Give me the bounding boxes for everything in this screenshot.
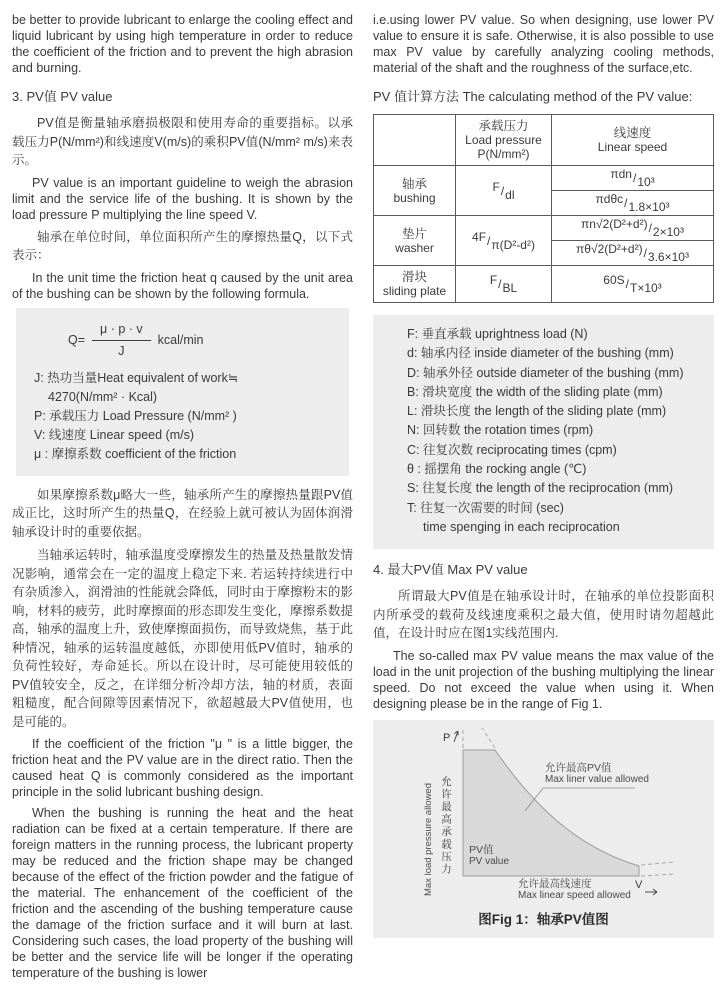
q-formula	[68, 320, 335, 361]
paragraph: The so-called max PV value means the max value of the load in the unit projection of the bushing multiplying the linear speed. Do not exceed the value when using it. When designing please be in the range of Fig 1.	[373, 648, 714, 711]
table-row-bushing-name	[374, 166, 456, 216]
left-column	[12, 12, 353, 986]
q-formula-unit: kcal/min	[157, 332, 204, 347]
header-linear-speed-zh: 线速度	[613, 126, 652, 140]
v-axis-arrow-icon	[645, 889, 657, 895]
paragraph: If the coefficient of the friction "μ " is a little bigger, the friction heat and the PV value are in the direct ratio. Then the caused heat Q is commonly considered as the important principle in the solid lubricant bushing design.	[12, 737, 353, 799]
q-formula-denominator: J	[118, 343, 125, 358]
q-formula-box	[16, 308, 349, 476]
formula-def-p: P: 承载压力 Load Pressure (N/mm² )	[34, 408, 237, 423]
formula-def-j: J: 热功当量Heat equivalent of work≒	[34, 370, 239, 385]
formula-part: 3.6×10³	[647, 250, 689, 264]
paragraph: 所谓最大PV值是在轴承设计时，在轴承的单位投影面积内所承受的载荷及线速度乘积之最大值，使用时请勿超越此值，在设计时应在图1实线范围内.	[373, 589, 714, 641]
row-bushing-en: bushing	[393, 190, 436, 205]
p-axis-arrow-icon	[454, 731, 458, 742]
paragraph: PV值是衡量轴承磨损极限和使用寿命的重要指标。以承载压力P(N/mm²)和线速度V(m/s)的乘积PV值(N/mm² m/s)来表示。	[12, 116, 353, 167]
max-speed-label	[518, 878, 631, 902]
table-row-bushing-speed	[552, 166, 714, 216]
definition-line: N: 回转数 the rotation times (rpm)	[407, 423, 594, 438]
table-row-bushing-pressure: F/dl	[456, 166, 552, 216]
section-heading-4: 4. 最大PV值 Max PV value	[373, 562, 528, 578]
max-speed-label-zh: 允许最高线速度	[518, 877, 592, 890]
q-formula-numerator: μ · p · v	[92, 320, 151, 341]
max-pv-label	[545, 762, 649, 786]
table-heading: PV 值计算方法 The calculating method of the PV value:	[373, 89, 693, 104]
definition-line: d: 轴承内径 inside diameter of the bushing (mm)	[407, 346, 674, 361]
speed-formula: πdθc/1.8×10³	[595, 192, 670, 214]
pv-calculation-table	[373, 114, 714, 303]
paragraph: 轴承在单位时间，单位面积所产生的摩擦热量Q，以下式表示：	[12, 229, 353, 262]
pv-chart	[373, 726, 715, 904]
speed-formula: πθ√2(D²+d²)/3.6×10³	[576, 242, 689, 264]
header-load-pressure-unit: P(N/mm²)	[477, 147, 530, 161]
dashed-curve-extension-right	[641, 862, 675, 865]
p-axis-label: P	[443, 731, 451, 744]
q-formula-lhs: Q=	[68, 332, 86, 347]
formula-part: πdθc	[595, 192, 624, 206]
row-washer-zh: 垫片	[401, 226, 427, 241]
v-axis-label: V	[635, 878, 643, 891]
paragraph: 当轴承运转时，轴承温度受摩擦发生的热量及热量散发情况影响，通常会在一定的温度上稳定下来. 若运转持续进行中有杂质渗入，润滑油的性能就会降低，同时由于摩擦粉末的影响，材料的疲劳，此时摩擦面的形态即发生变化，摩擦系数提高，轴承的温度上升，致使摩擦面损伤，而导致烧焦，基于此种情况，轴承的运转温度越低，亦即使用低PV值时，轴承的负荷性较好，寿命延长。所以在设计时，尽可能使用较低的PV值较安全，反之，在详细分析冷却方法，轴的材质，表面粗糙度，配合间隙等因素情况下，欲超越最大PV值使用，也是可能的。	[12, 548, 353, 729]
row-sliding-plate-en: sliding plate	[382, 284, 447, 298]
formula-part: F	[489, 273, 498, 287]
paragraph: be better to provide lubricant to enlarge the cooling effect and liquid lubricant by using high temperature in order to reduce the coefficient of the friction and to prevent the high abrasion and burning.	[12, 13, 353, 75]
formula-part: 4F	[472, 229, 487, 244]
table-header-empty	[374, 115, 456, 166]
header-linear-speed-en: Linear speed	[597, 140, 668, 154]
formula-part: F	[492, 179, 500, 194]
figure-box	[373, 720, 714, 938]
definition-line: L: 滑块长度 the length of the sliding plate (mm)	[407, 404, 667, 419]
header-load-pressure-en: Load pressure	[465, 133, 542, 147]
pv-value-label-zh: PV值	[469, 843, 494, 856]
pv-value-label	[469, 844, 509, 868]
table-header-linear-speed	[552, 115, 714, 166]
paragraph: i.e.using lower PV value. So when designing, use lower PV value to ensure it is safe. Otherwise, it is also possible to use max PV value by carefully analyzing cooling methods, material of the shaft and the roughness of the surface,etc.	[373, 13, 714, 75]
dashed-curve-extension-top	[482, 728, 495, 748]
formula-part: πdn	[610, 167, 632, 181]
speed-formula: πdn/10³	[552, 166, 713, 191]
definition-line: F: 垂直承载 uprightness load (N)	[407, 327, 588, 341]
row-washer-en: washer	[395, 240, 434, 255]
section-heading-3: 3. PV值 PV value	[12, 89, 113, 104]
definition-line: C: 往复次数 reciprocating times (cpm)	[407, 442, 617, 457]
table-row-washer-pressure: 4F/π(D²-d²)	[456, 216, 552, 266]
definition-line: T: 往复一次需要的时间 (sec)	[407, 500, 564, 515]
header-load-pressure-zh: 承载压力	[478, 119, 529, 133]
paragraph: PV value is an important guideline to weigh the abrasion limit and the service life of the bushing. It is shown by the load pressure P multiplying the line speed V.	[12, 175, 353, 222]
speed-formula: πn√2(D²+d²)/2×10³	[552, 216, 713, 241]
definition-line: B: 滑块宽度 the width of the sliding plate (mm)	[407, 384, 663, 399]
max-speed-label-en: Max linear speed allowed	[518, 889, 631, 901]
table-header-load-pressure	[456, 115, 552, 166]
paragraph: In the unit time the friction heat q caused by the unit area of the bushing can be shown by the following formula.	[12, 270, 353, 301]
paragraph: 如果摩擦系数μ略大一些，轴承所产生的摩擦热量跟PV值成正比，这时所产生的热量Q，在经验上就可被认为固体润滑轴承设计时的重要依据。	[12, 487, 353, 539]
formula-def-v: V: 线速度 Linear speed (m/s)	[34, 427, 195, 442]
formula-part: 60S	[603, 273, 625, 287]
y-axis-label-en: Max load pressure allowed	[423, 782, 434, 896]
dashed-baseline-extension	[641, 874, 675, 876]
formula-part: 10³	[637, 175, 655, 189]
formula-part: 1.8×10³	[628, 200, 670, 214]
formula-part: dl	[505, 187, 515, 202]
table-row-washer-speed	[552, 216, 714, 266]
formula-def-j-value: 4270(N/mm² · Kcal)	[48, 389, 158, 404]
definition-line: D: 轴承外径 outside diameter of the bushing (mm)	[407, 365, 684, 380]
row-bushing-zh: 轴承	[401, 176, 427, 191]
definition-line: θ : 摇摆角 the rocking angle (℃)	[407, 462, 587, 477]
pv-value-label-en: PV value	[469, 855, 510, 867]
row-sliding-plate-zh: 滑块	[401, 270, 427, 284]
formula-part: πθ√2(D²+d²)	[576, 242, 643, 256]
formula-def-mu: μ : 摩擦系数 coefficient of the friction	[34, 446, 237, 461]
table-row-washer-name	[374, 216, 456, 266]
table-row-sliding-plate-speed: 60S/T×10³	[552, 266, 714, 303]
definition-line: S: 往复长度 the length of the reciprocation (mm)	[407, 481, 674, 496]
paragraph: When the bushing is running the heat and the heat radiation can be fixed at a certain temperature. If there are foreign matters in the running process, the lubricant property may be reduced and the friction shape may be changed because of the effect of the friction powder and the fatigue of the material. The enhancement of the coefficient of the friction and the ascending of the bushing temperature cause the damage of the friction surface and it will burn at last. Considering such cases, the load property of the bushing will be better and the service life will be longer if the operating temperature of the bushing is lower	[12, 806, 353, 980]
formula-part: 2×10³	[652, 225, 684, 239]
table-row-sliding-plate-pressure: F/BL	[456, 266, 552, 303]
table-row-sliding-plate-name	[374, 266, 456, 303]
symbol-definitions-box	[373, 315, 714, 549]
max-pv-label-zh: 允许最高PV值	[545, 761, 612, 774]
q-formula-fraction	[92, 320, 151, 361]
formula-part: π(D²-d²)	[491, 237, 535, 252]
right-column	[373, 12, 714, 986]
max-pv-label-en: Max liner value allowed	[545, 773, 649, 785]
formula-part: T×10³	[630, 281, 662, 295]
y-axis-label-zh: 允许最高承载压力	[440, 775, 452, 876]
figure-caption: 图Fig 1：轴承PV值图	[478, 911, 609, 927]
formula-part: BL	[502, 281, 518, 295]
definition-line: time spenging in each reciprocation	[423, 519, 620, 534]
formula-part: πn√2(D²+d²)	[581, 217, 648, 231]
